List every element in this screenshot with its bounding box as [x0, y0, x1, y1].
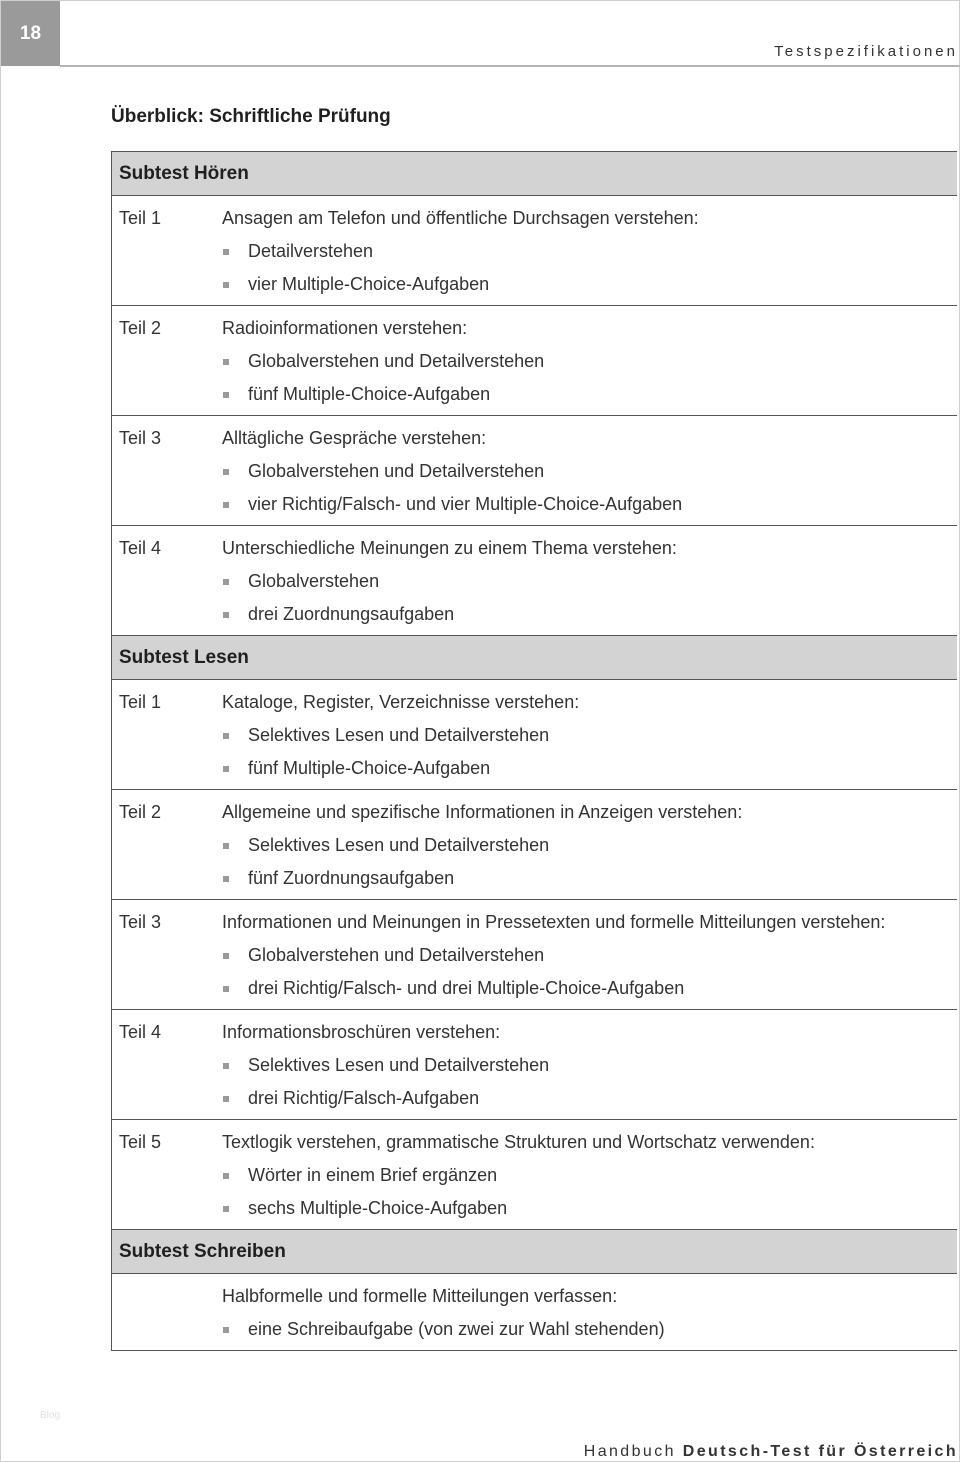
section-title: Überblick: Schriftliche Prüfung	[111, 106, 391, 127]
row-content	[222, 422, 957, 521]
task-description: Informationsbroschüren verstehen:	[222, 1022, 501, 1042]
task-description: Radioinformationen verstehen:	[222, 318, 468, 338]
task-description: Textlogik verstehen, grammatische Strukturen und Wortschatz verwenden:	[222, 1132, 815, 1152]
task-description: Informationen und Meinungen in Pressetexten und formelle Mitteilungen verstehen:	[222, 912, 886, 932]
footer-title: Deutsch-Test für Österreich	[682, 1443, 958, 1460]
teil-label: Teil 2	[119, 802, 162, 822]
list-item	[222, 1159, 957, 1192]
overview-table	[111, 151, 957, 1351]
footer	[584, 1443, 958, 1461]
square-bullet-icon	[223, 986, 229, 992]
list-item	[222, 378, 957, 411]
table-row	[112, 1010, 957, 1120]
list-item-text: Selektives Lesen und Detailverstehen	[248, 835, 550, 855]
table-row	[112, 526, 957, 636]
square-bullet-icon	[223, 282, 229, 288]
table-row	[112, 1274, 957, 1350]
square-bullet-icon	[223, 469, 229, 475]
list-item-text: Globalverstehen und Detailverstehen	[248, 351, 545, 371]
list-item-text: drei Richtig/Falsch- und drei Multiple-Choice-Aufgaben	[248, 978, 685, 998]
teil-label: Teil 2	[119, 318, 162, 338]
row-content	[222, 1016, 957, 1115]
table-row	[112, 900, 957, 1010]
table-row	[112, 416, 957, 526]
list-item	[222, 1049, 957, 1082]
row-content	[222, 1126, 957, 1225]
task-description: Kataloge, Register, Verzeichnisse verstehen:	[222, 692, 580, 712]
square-bullet-icon	[223, 359, 229, 365]
square-bullet-icon	[223, 733, 229, 739]
square-bullet-icon	[223, 249, 229, 255]
task-description: Allgemeine und spezifische Informationen in Anzeigen verstehen:	[222, 802, 743, 822]
list-item-text: Wörter in einem Brief ergänzen	[248, 1165, 498, 1185]
row-content	[222, 312, 957, 411]
list-item-text: Detailverstehen	[248, 241, 374, 261]
teil-label: Teil 3	[119, 912, 162, 932]
subtest-header: Subtest Hören	[112, 152, 957, 196]
page-number: 18	[1, 1, 60, 66]
square-bullet-icon	[223, 1206, 229, 1212]
list-item-text: Selektives Lesen und Detailverstehen	[248, 1055, 550, 1075]
list-item	[222, 1192, 957, 1225]
task-description: Unterschiedliche Meinungen zu einem Thema verstehen:	[222, 538, 677, 558]
teil-label: Teil 3	[119, 428, 162, 448]
square-bullet-icon	[223, 1327, 229, 1333]
list-item	[222, 1313, 957, 1346]
table-row	[112, 196, 957, 306]
row-content	[222, 796, 957, 895]
teil-label	[112, 1280, 222, 1346]
list-item	[222, 455, 957, 488]
row-content	[222, 1280, 957, 1346]
teil-label: Teil 4	[119, 538, 162, 558]
running-head: Testspezifikationen	[774, 43, 958, 60]
square-bullet-icon	[223, 1096, 229, 1102]
list-item	[222, 862, 957, 895]
watermark: Blog	[40, 1410, 61, 1421]
table-row	[112, 306, 957, 416]
list-item-text: Globalverstehen	[248, 571, 380, 591]
task-description: Ansagen am Telefon und öffentliche Durchsagen verstehen:	[222, 208, 699, 228]
list-item-text: sechs Multiple-Choice-Aufgaben	[248, 1198, 508, 1218]
square-bullet-icon	[223, 392, 229, 398]
table-row	[112, 680, 957, 790]
row-content	[222, 686, 957, 785]
task-description: Halbformelle und formelle Mitteilungen verfassen:	[222, 1286, 618, 1306]
list-item-text: Selektives Lesen und Detailverstehen	[248, 725, 550, 745]
teil-label: Teil 5	[119, 1132, 162, 1152]
list-item-text: eine Schreibaufgabe (von zwei zur Wahl stehenden)	[248, 1319, 665, 1339]
list-item-text: drei Richtig/Falsch-Aufgaben	[248, 1088, 480, 1108]
subtest-header: Subtest Schreiben	[112, 1230, 957, 1274]
table-row	[112, 1120, 957, 1230]
row-content	[222, 906, 957, 1005]
list-item-text: Globalverstehen und Detailverstehen	[248, 945, 545, 965]
teil-label: Teil 1	[119, 208, 162, 228]
teil-label: Teil 4	[119, 1022, 162, 1042]
list-item-text: Globalverstehen und Detailverstehen	[248, 461, 545, 481]
list-item-text: vier Multiple-Choice-Aufgaben	[248, 274, 490, 294]
list-item-text: fünf Multiple-Choice-Aufgaben	[248, 384, 491, 404]
list-item	[222, 598, 957, 631]
footer-prefix: Handbuch	[583, 1443, 676, 1460]
list-item	[222, 268, 957, 301]
row-content	[222, 532, 957, 631]
task-description: Alltägliche Gespräche verstehen:	[222, 428, 487, 448]
row-content	[222, 202, 957, 301]
square-bullet-icon	[223, 579, 229, 585]
list-item	[222, 1082, 957, 1115]
list-item	[222, 235, 957, 268]
list-item	[222, 565, 957, 598]
subtest-header: Subtest Lesen	[112, 636, 957, 680]
list-item	[222, 488, 957, 521]
list-item	[222, 345, 957, 378]
square-bullet-icon	[223, 953, 229, 959]
list-item-text: vier Richtig/Falsch- und vier Multiple-Choice-Aufgaben	[248, 494, 683, 514]
square-bullet-icon	[223, 766, 229, 772]
square-bullet-icon	[223, 1063, 229, 1069]
table-row	[112, 790, 957, 900]
list-item-text: drei Zuordnungsaufgaben	[248, 604, 455, 624]
list-item	[222, 829, 957, 862]
list-item	[222, 752, 957, 785]
teil-label: Teil 1	[119, 692, 162, 712]
square-bullet-icon	[223, 876, 229, 882]
square-bullet-icon	[223, 612, 229, 618]
list-item	[222, 972, 957, 1005]
square-bullet-icon	[223, 1173, 229, 1179]
list-item	[222, 939, 957, 972]
list-item-text: fünf Multiple-Choice-Aufgaben	[248, 758, 491, 778]
list-item	[222, 719, 957, 752]
list-item-text: fünf Zuordnungsaufgaben	[248, 868, 455, 888]
square-bullet-icon	[223, 502, 229, 508]
header-rule	[60, 65, 960, 67]
square-bullet-icon	[223, 843, 229, 849]
